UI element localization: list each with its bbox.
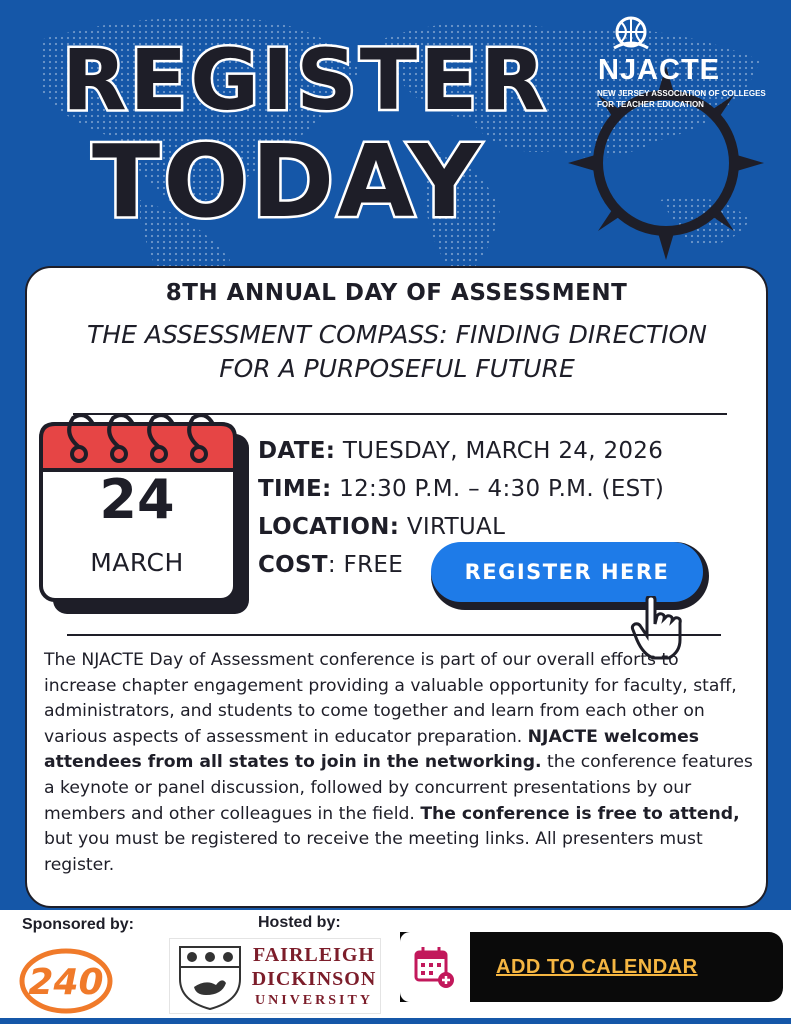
fdu-crest-icon [176, 943, 244, 1011]
calendar-month: MARCH [90, 548, 184, 577]
register-here-label: REGISTER HERE [431, 542, 703, 602]
compass-globe-icon [556, 8, 786, 268]
calendar-add-icon-box [400, 932, 470, 1002]
headline-today: TODAY [92, 123, 484, 240]
detail-cost: COST: FREE [258, 552, 404, 578]
calendar-day: 24 [99, 468, 175, 531]
detail-date: DATE: TUESDAY, MARCH 24, 2026 [258, 438, 664, 464]
event-subtitle: THE ASSESSMENT COMPASS: FINDING DIRECTION FOR A PURPOSEFUL FUTURE [87, 320, 707, 383]
njacte-logo-tagline: NEW JERSEY ASSOCIATION OF COLLEGES FOR TEACHER EDUCATION [597, 89, 766, 109]
detail-time: TIME: 12:30 P.M. – 4:30 P.M. (EST) [258, 476, 665, 502]
event-description: The NJACTE Day of Assessment conference is part of our overall efforts to increase chapter engagement providing a valuable opportunity for faculty, staff, administrators, and students to come together and learn from each other on various aspects of assessment in educator preparation. NJACTE welcomes attendees from all states to join in the networking. the conference features a keynote or panel discussion, followed by concurrent presentations by our members and other colleagues in the field. The conference is free to attend, but you must be registered to receive the meeting links. All presenters must register. [44, 650, 753, 875]
event-card [25, 266, 768, 908]
fdu-wordmark: FAIRLEIGH DICKINSON UNIVERSITY [251, 944, 377, 1008]
footer [0, 910, 791, 1024]
add-to-calendar-button[interactable] [400, 932, 783, 1002]
fdu-logo [169, 938, 381, 1014]
svg-text:240: 240 [28, 962, 104, 1003]
detail-location: LOCATION: VIRTUAL [258, 514, 506, 540]
sponsor-240-logo [18, 946, 114, 1016]
headline-register: REGISTER [62, 31, 549, 129]
njacte-logo-title: NJACTE [598, 54, 721, 86]
add-to-calendar-label: ADD TO CALENDAR [496, 956, 698, 978]
calendar-add-icon [400, 932, 470, 1002]
sponsored-by-label: Sponsored by: [22, 916, 135, 933]
divider-bottom [67, 634, 721, 636]
event-title: 8TH ANNUAL DAY OF ASSESSMENT [165, 280, 628, 306]
hosted-by-label: Hosted by: [258, 914, 341, 931]
footer-stripe [0, 1018, 791, 1024]
